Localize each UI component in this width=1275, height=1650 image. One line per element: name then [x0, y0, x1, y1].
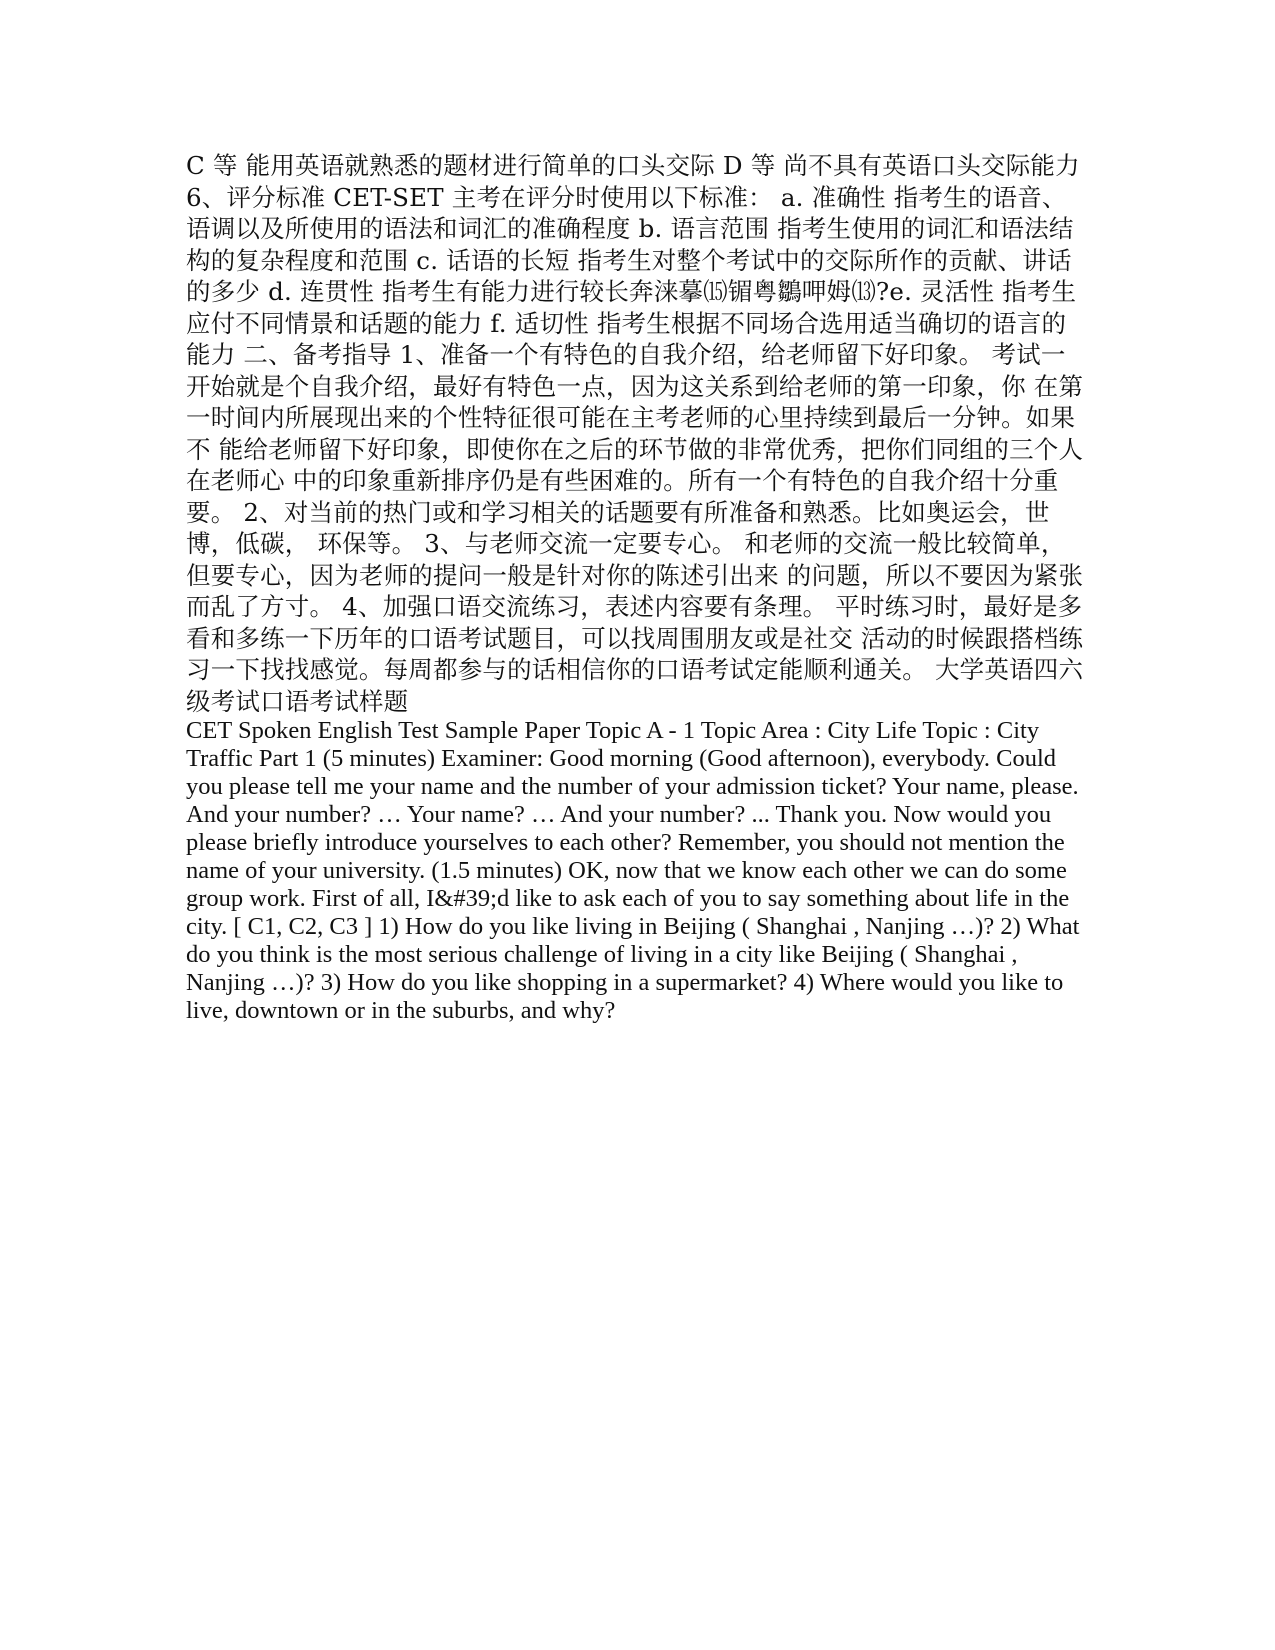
paragraph-english: CET Spoken English Test Sample Paper Topic A - 1 Topic Area : City Life Topic : City Traffic Part 1 (5 minutes) Examiner: Good morning (Good afternoon), everybody. Could you please tell me your name and the number of your admission ticket? Your name, please. And your number? … Your name? … And your number? ... Thank you. Now would you please briefly introduce yourselves to each other? Remember, you should not mention the name of your university. (1.5 minutes) OK, now that we know each other we can do some group work. First of all, I&#39;d like to ask each of you to say something about life in the city. [ C1, C2, C3 ] 1) How do you like living in Beijing ( Shanghai , Nanjing …)? 2) What do you think is the most serious challenge of living in a city like Beijing ( Shanghai , Nanjing …)? 3) How do you like shopping in a supermarket? 4) Where would you like to live, downtown or in the suburbs, and why? [186, 717, 1080, 1024]
paragraph-chinese: C 等 能用英语就熟悉的题材进行简单的口头交际 D 等 尚不具有英语口头交际能力 6、评分标准 CET-SET 主考在评分时使用以下标准： a. 准确性 指考生的语音、语调以及所使用的语法和词汇的准确程度 b. 语言范围 指考生使用的词汇和语法结构的复杂程度和范围 c. 话语的长短 指考生对整个考试中的交际所作的贡献、讲话的多少 d. 连贯性 指考生有能力进行较长奔涞摹⒂镅粤鶵呷姆⒀?e. 灵活性 指考生应付不同情景和话题的能力 f. 适切性 指考生根据不同场合选用适当确切的语言的能力 二、备考指导 1、准备一个有特色的自我介绍，给老师留下好印象。 考试一开始就是个自我介绍，最好有特色一点，因为这关系到给老师的第一印象，你 在第一时间内所展现出来的个性特征很可能在主考老师的心里持续到最后一分钟。如果不 能给老师留下好印象，即使你在之后的环节做的非常优秀，把你们同组的三个人在老师心 中的印象重新排序仍是有些困难的。所有一个有特色的自我介绍十分重要。 2、对当前的热门或和学习相关的话题要有所准备和熟悉。比如奥运会，世博，低碳， 环保等。 3、与老师交流一定要专心。 和老师的交流一般比较简单， 但要专心，因为老师的提问一般是针对你的陈述引出来 的问题，所以不要因为紧张而乱了方寸。 4、加强口语交流练习，表述内容要有条理。 平时练习时，最好是多看和多练一下历年的口语考试题目，可以找周围朋友或是社交 活动的时候跟搭档练习一下找找感觉。每周都参与的话相信你的口语考试定能顺利通关。 大学英语四六级考试口语考试样题 [186, 151, 1084, 716]
body-text [186, 150, 1086, 1025]
